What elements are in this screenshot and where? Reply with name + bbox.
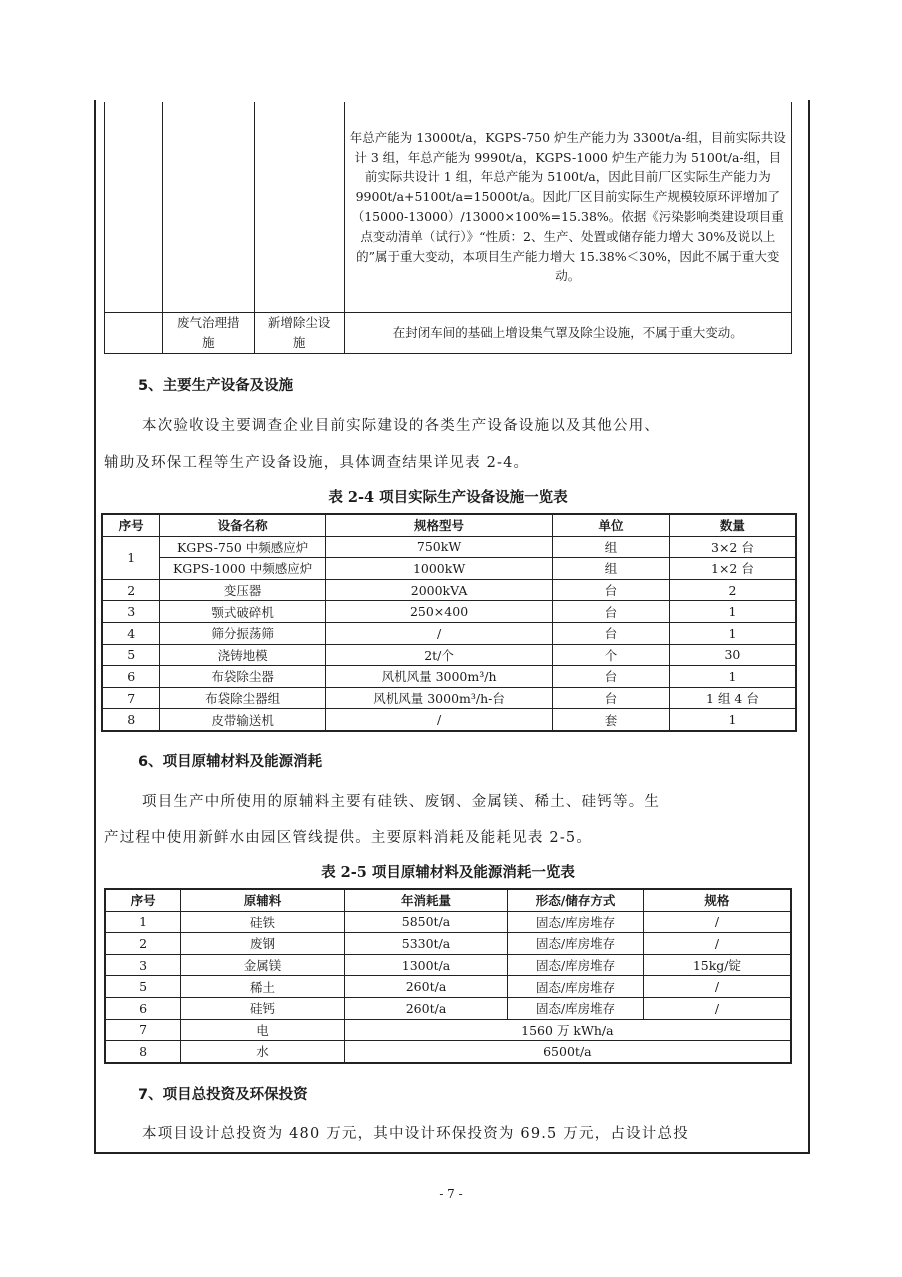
table-cell: 组 — [553, 558, 670, 580]
table-cell: KGPS-750 中频感应炉 — [160, 536, 326, 558]
table-cell: 固态/库房堆存 — [508, 933, 644, 955]
table-cell: 250×400 — [325, 601, 552, 623]
table-cell: 1300t/a — [344, 954, 508, 976]
table-cell: 2t/个 — [325, 644, 552, 666]
table-row — [105, 997, 791, 1019]
table-cell: 个 — [553, 644, 670, 666]
column-header: 原辅料 — [181, 889, 344, 911]
table-cell: 5330t/a — [344, 933, 508, 955]
table-cell: 1×2 台 — [669, 558, 796, 580]
table-row — [105, 1019, 791, 1041]
table-cell: 15kg/锭 — [643, 954, 791, 976]
table-cell: 硅钙 — [181, 997, 344, 1019]
table-cell: 颚式破碎机 — [160, 601, 326, 623]
table-cell: / — [325, 622, 552, 644]
table-cell: 台 — [553, 579, 670, 601]
table-cell: 布袋除尘器组 — [160, 687, 326, 709]
paragraph-line: 项目生产中所使用的原辅料主要有硅铁、废钢、金属镁、稀土、硅钙等。生 — [142, 794, 661, 810]
table-cell: 750kW — [325, 536, 552, 558]
table-cell — [254, 102, 344, 313]
table-cell: 布袋除尘器 — [160, 666, 326, 688]
table-cell: 7 — [105, 1019, 181, 1041]
table-cell: 新增除尘设施 — [254, 313, 344, 354]
table-cell: 4 — [102, 622, 160, 644]
table-row — [102, 601, 796, 623]
table-cell: 变压器 — [160, 579, 326, 601]
table-cell: 1 — [669, 709, 796, 731]
paragraph-line: 本次验收设主要调查企业目前实际建设的各类生产设备设施以及其他公用、 — [142, 418, 661, 434]
table-cell: 5 — [102, 644, 160, 666]
table-cell: 在封闭车间的基础上增设集气罩及除尘设施，不属于重大变动。 — [344, 313, 791, 354]
table-cell: 8 — [105, 1041, 181, 1063]
paragraph-line: 辅助及环保工程等生产设备设施，具体调查结果详见表 2-4。 — [104, 455, 530, 471]
section-heading: 6、项目原辅材料及能源消耗 — [138, 754, 323, 770]
table-cell: 套 — [553, 709, 670, 731]
table-row — [102, 687, 796, 709]
table-row — [105, 102, 792, 313]
table-cell: 皮带输送机 — [160, 709, 326, 731]
table-cell: 1000kW — [325, 558, 552, 580]
table-row — [105, 976, 791, 998]
table-row — [102, 666, 796, 688]
table-cell: 水 — [181, 1041, 344, 1063]
column-header: 序号 — [105, 889, 181, 911]
section-heading: 7、项目总投资及环保投资 — [138, 1087, 308, 1103]
table-cell — [105, 102, 163, 313]
table-row — [102, 709, 796, 731]
paragraph-line: 产过程中使用新鲜水由园区管线提供。主要原料消耗及能耗见表 2-5。 — [104, 830, 593, 846]
table-cell: 2000kVA — [325, 579, 552, 601]
table-cell: 固态/库房堆存 — [508, 954, 644, 976]
table-cell: 台 — [553, 687, 670, 709]
table-cell: 稀土 — [181, 976, 344, 998]
table-row — [105, 911, 791, 933]
table-cell: 8 — [102, 709, 160, 731]
table-cell: 6500t/a — [344, 1041, 791, 1063]
table-cell: 2 — [669, 579, 796, 601]
table-cell: 1560 万 kWh/a — [344, 1019, 791, 1041]
table-cell: / — [325, 709, 552, 731]
table-cell — [162, 102, 254, 313]
table-cell: 台 — [553, 622, 670, 644]
table-cell: 5 — [105, 976, 181, 998]
table-cell: 金属镁 — [181, 954, 344, 976]
table-cell: 废气治理措施 — [162, 313, 254, 354]
section-heading: 5、主要生产设备及设施 — [138, 378, 294, 394]
table-cell: 3 — [105, 954, 181, 976]
table-cell: 废钢 — [181, 933, 344, 955]
table-cell: 1 组 4 台 — [669, 687, 796, 709]
table-row — [102, 536, 796, 558]
table-cell: 固态/库房堆存 — [508, 997, 644, 1019]
table-cell: 1 — [669, 622, 796, 644]
table-cell: 5850t/a — [344, 911, 508, 933]
change-analysis-table — [104, 102, 792, 354]
materials-table — [104, 888, 792, 1064]
column-header: 形态/储存方式 — [508, 889, 644, 911]
table-cell: 硅铁 — [181, 911, 344, 933]
table-cell: 台 — [553, 666, 670, 688]
table-cell: 260t/a — [344, 997, 508, 1019]
table-row — [105, 313, 792, 354]
column-header: 序号 — [102, 514, 160, 536]
table-cell: 组 — [553, 536, 670, 558]
paragraph-line: 本项目设计总投资为 480 万元，其中设计环保投资为 69.5 万元，占设计总投 — [142, 1126, 689, 1142]
table-cell: / — [643, 933, 791, 955]
page-number: - 7 - — [439, 1187, 463, 1201]
column-header: 设备名称 — [160, 514, 326, 536]
table-header-row — [102, 514, 796, 536]
equipment-table — [101, 513, 797, 732]
column-header: 数量 — [669, 514, 796, 536]
table-cell: 6 — [102, 666, 160, 688]
table-row — [102, 579, 796, 601]
table-cell: 筛分振荡筛 — [160, 622, 326, 644]
table-cell: / — [643, 911, 791, 933]
table-cell: 6 — [105, 997, 181, 1019]
table-cell: 固态/库房堆存 — [508, 976, 644, 998]
table-cell: / — [643, 976, 791, 998]
table-cell: 1 — [105, 911, 181, 933]
table-cell: 3×2 台 — [669, 536, 796, 558]
table-cell: 固态/库房堆存 — [508, 911, 644, 933]
table-caption: 表 2-5 项目原辅材料及能源消耗一览表 — [321, 864, 575, 881]
table-cell: KGPS-1000 中频感应炉 — [160, 558, 326, 580]
column-header: 规格型号 — [325, 514, 552, 536]
column-header: 年消耗量 — [344, 889, 508, 911]
table-caption: 表 2-4 项目实际生产设备设施一览表 — [328, 489, 568, 506]
table-cell: 年总产能为 13000t/a，KGPS-750 炉生产能力为 3300t/a-组，目前实际共设计 3 组，年总产能为 9990t/a，KGPS-1000 炉生产能力为 5100t/a-组，目前实际共设计 1 组，年总产能为 5100t/a，因此目前厂区实际生产能力为 9900t/a+5100t/a=15000t/a。因此厂区目前实际生产规模较原环评增加了（15000-13000）/13000×100%=15.38%。依据《污染影响类建设项目重点变动清单（试行）》“性质：2、生产、处置或储存能力增大 30%及说以上的”属于重大变动，本项目生产能力增大 15.38%＜30%，因此不属于重大变动。 — [344, 102, 791, 313]
table-cell: 2 — [102, 579, 160, 601]
column-header: 单位 — [553, 514, 670, 536]
table-row — [105, 933, 791, 955]
table-row — [105, 1041, 791, 1063]
table-cell: 30 — [669, 644, 796, 666]
table-cell: 台 — [553, 601, 670, 623]
table-cell: 浇铸地模 — [160, 644, 326, 666]
table-cell: 260t/a — [344, 976, 508, 998]
table-cell: 电 — [181, 1019, 344, 1041]
table-row — [102, 622, 796, 644]
table-cell: 7 — [102, 687, 160, 709]
table-cell: 风机风量 3000m³/h — [325, 666, 552, 688]
table-row — [105, 954, 791, 976]
table-row — [102, 558, 796, 580]
table-cell: 2 — [105, 933, 181, 955]
table-cell: 1 — [102, 536, 160, 579]
table-cell: 1 — [669, 666, 796, 688]
table-row — [102, 644, 796, 666]
table-cell: / — [643, 997, 791, 1019]
table-cell: 3 — [102, 601, 160, 623]
column-header: 规格 — [643, 889, 791, 911]
table-cell: 风机风量 3000m³/h-台 — [325, 687, 552, 709]
table-cell: 1 — [669, 601, 796, 623]
table-cell — [105, 313, 163, 354]
table-header-row — [105, 889, 791, 911]
